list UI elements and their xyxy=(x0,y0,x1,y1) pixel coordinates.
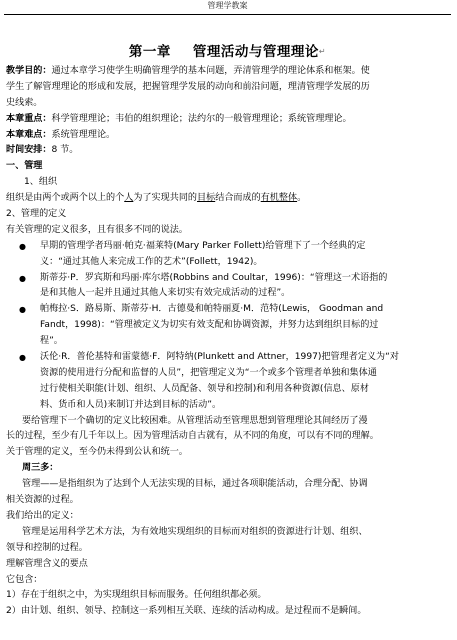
text-line: 管理——是指组织为了达到个人无法实现的目标，通过各项职能活动，合理分配、协调 xyxy=(22,479,368,490)
time-schedule: 时间安排：8 节。 xyxy=(6,145,79,156)
text-line: 我们给出的定义： xyxy=(6,510,79,521)
list-item: ● 沃伦·R．普伦基特和雷蒙德·F．阿特纳(Plunkett and Attner，1997)把管理者定义为“对 xyxy=(6,350,449,366)
organization-definition: 组织是由两个或两个以上的个人为了实现共同的目标结合而成的有机整体。 xyxy=(6,193,307,204)
key-points: 本章重点：科学管理理论；韦伯的组织理论；法约尔的一般管理理论；系统管理理论。 xyxy=(6,113,352,124)
bullet-icon: ● xyxy=(19,241,26,251)
bullet-icon: ● xyxy=(19,305,26,315)
text-line: 义：“通过其他人来完成工作的艺术”(Follett，1942)。 xyxy=(40,256,263,267)
text-line: 要给管理下一个确切的定义比较困难。从管理活动至管理思想到管理理论其间经历了漫 xyxy=(22,415,368,426)
chapter-title: 管理活动与管理理论 xyxy=(192,44,319,60)
difficult-points: 本章难点：系统管理理论。 xyxy=(6,129,116,140)
text-line: 领导和控制的过程。 xyxy=(6,542,88,553)
text-line: 关于管理的定义，至今仍未得到公认和统一。 xyxy=(6,447,188,458)
text-line: 1）存在于组织之中，为实现组织目标而服务。任何组织都必须。 xyxy=(6,590,267,601)
text-line: 理解管理含义的要点 xyxy=(6,558,88,569)
page-header xyxy=(4,0,451,15)
text-line: 有关管理的定义很多，且有很多不同的说法。 xyxy=(6,224,188,235)
text-line: 程”。 xyxy=(40,336,63,347)
text-line: 2）由计划、组织、领导、控制这一系列相互关联、连续的活动构成。是过程而不是瞬间。 xyxy=(6,606,367,617)
text-line: 过行使相关职能(计划、组织、人员配备、领导和控制)和利用各种资源(信息、原材 xyxy=(40,383,369,394)
document-body xyxy=(6,64,449,620)
text-line: 学生了解管理理论的形成和发展，把握管理学发展的动向和前沿问题，理清管理学发展的历 xyxy=(6,81,370,92)
bullet-icon: ● xyxy=(19,353,26,363)
paragraph-mark-icon: ↵ xyxy=(318,47,327,56)
text-line: 它包含： xyxy=(6,574,43,585)
text-line: Fandt，1998)：“管理被定义为切实有效支配和协调资源，并努力达到组织目标的过 xyxy=(40,320,379,331)
text-line: 长的过程，至少有几千年以上。因为管理活动自古就有，从不同的角度，可以有不同的理解。 xyxy=(6,431,379,442)
bullet-icon: ● xyxy=(19,273,26,283)
subsection-heading: 1、组织 xyxy=(24,177,58,188)
text-line: 管理是运用科学艺术方法，为有效地实现组织的目标而对组织的资源进行计划、组织、 xyxy=(22,526,368,537)
text-line: 是和其他人一起并且通过其他人来切实有效完成活动的过程”。 xyxy=(40,288,291,299)
header-text: 管理学教案 xyxy=(207,1,248,10)
subsection-heading: 2、管理的定义 xyxy=(6,209,67,220)
list-item: ● 帕梅拉·S．路易斯、斯蒂芬·H．古德曼和帕特丽夏·M．范特(Lewis， Goodman and xyxy=(6,302,449,318)
chapter-number: 第一章 xyxy=(128,44,171,60)
text-line: 史线索。 xyxy=(6,97,43,108)
list-item: ● 斯蒂芬·P．罗宾斯和玛丽·库尔塔(Robbins and Coultar，1996)：“管理这一术语指的 xyxy=(6,271,449,287)
section-heading: 一、管理 xyxy=(6,161,43,172)
text-line: 相关资源的过程。 xyxy=(6,495,79,506)
chapter-heading xyxy=(6,41,449,63)
author-heading: 周三多： xyxy=(22,463,59,474)
teaching-goal: 教学目的：通过本章学习使学生明确管理学的基本问题，弄清管理学的理论体系和框架。使 xyxy=(6,66,370,76)
list-item: ● 早期的管理学者玛丽·帕克·福莱特(Mary Parker Follett)给管理下了一个经典的定 xyxy=(6,239,449,255)
text-line: 料、货币和人员)来制订并达到目标的活动”。 xyxy=(40,399,222,410)
text-line: 资源的使用进行分配和监督的人员”，把管理定义为“一个或多个管理者单独和集体通 xyxy=(40,367,377,378)
